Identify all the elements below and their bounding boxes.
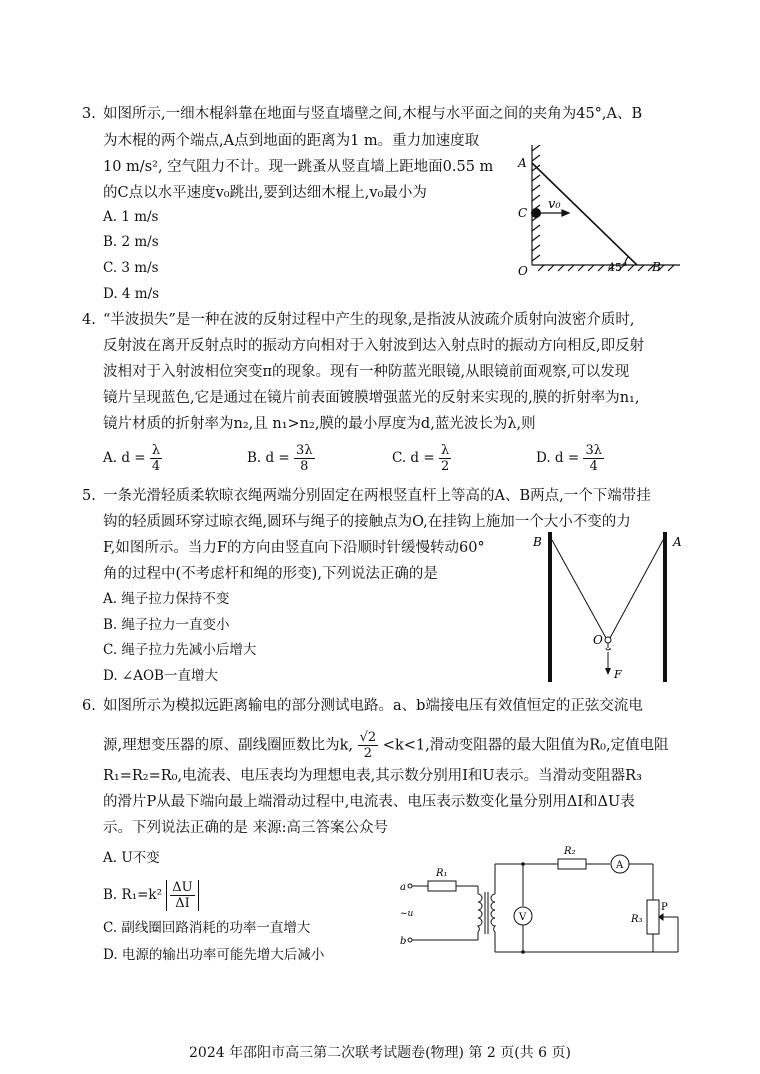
q3-fig-label-c: C xyxy=(518,206,528,220)
q4-option-c xyxy=(392,443,451,474)
q6-line-3: R₁=R₂=R₀,电流表、电压表均为理想电表,其示数分别用I和U表示。当滑动变阻器R₃ xyxy=(103,768,642,784)
q4-option-a xyxy=(103,443,162,474)
q4-option-b-prefix: B. d = xyxy=(247,450,290,466)
q3-fig-velocity: v₀ xyxy=(548,197,561,212)
q4-line-5: 镜片材质的折射率为n₂,且 n₁>n₂,膜的最小厚度为d,蓝光波长为λ,则 xyxy=(103,416,536,432)
q5-line-1: 一条光滑轻质柔软晾衣绳两端分别固定在两根竖直杆上等高的A、B两点,一个下端带挂 xyxy=(103,488,651,504)
q3-line-2: 为木棍的两个端点,A点到地面的距离为1 m。重力加速度取 xyxy=(103,133,480,149)
q3-number: 3. xyxy=(82,106,96,122)
q5-line-4: 角的过程中(不考虑杆和绳的形变),下列说法正确的是 xyxy=(103,566,438,582)
q5-option-d: D. ∠AOB一直增大 xyxy=(103,668,218,684)
q4-option-a-fraction xyxy=(150,443,162,474)
q5-figure-clothesline xyxy=(530,530,690,685)
q5-option-b: B. 绳子拉力一直变小 xyxy=(103,617,230,633)
q6-number: 6. xyxy=(82,698,96,714)
q6-line-2-post: <k<1,滑动变阻器的最大阻值为R₀,定值电阻 xyxy=(382,737,669,754)
q5-fig-label-a: A xyxy=(673,535,682,549)
q4-option-c-fraction xyxy=(439,443,451,474)
q4-number: 4. xyxy=(82,312,96,328)
q4-line-2: 反射波在离开反射点时的振动方向相对于入射波到达入射点时的振动方向相反,即反射 xyxy=(103,338,645,354)
q6-line-5: 示。下列说法正确的是 来源:高三答案公众号 xyxy=(103,820,388,836)
q4-option-b-num: 3λ xyxy=(296,443,313,458)
q6-option-b xyxy=(103,880,199,911)
q5-line-3: F,如图所示。当力F的方向由竖直向下沿顺时针缓慢转动60° xyxy=(103,540,485,556)
q5-fig-label-b: B xyxy=(533,535,542,549)
q4-option-b-fraction xyxy=(294,443,315,474)
q4-line-1: “半波损失”是一种在波的反射过程中产生的现象,是指波从波疏介质射向波密介质时, xyxy=(103,312,635,328)
q4-option-d-fraction xyxy=(583,443,604,474)
q4-option-a-num: λ xyxy=(151,443,161,458)
q3-figure-wall-ladder xyxy=(512,145,687,280)
q6-line-4: 的滑片P从最下端向最上端滑动过程中,电流表、电压表示数变化量分别用ΔI和ΔU表 xyxy=(103,794,635,810)
q6-fig-voltmeter: V xyxy=(519,912,527,923)
q5-line-2: 钩的轻质圆环穿过晾衣绳,圆环与绳子的接触点为O,在挂钩上施加一个大小不变的力 xyxy=(103,514,631,530)
q6-fig-label-r2: R₂ xyxy=(564,846,576,857)
q4-option-d-num: 3λ xyxy=(585,443,602,458)
page-footer: 2024 年邵阳市高三第二次联考试题卷(物理) 第 2 页(共 6 页) xyxy=(189,1045,571,1061)
q6-fig-label-r3: R₃ xyxy=(631,914,643,925)
q6-frac-den: 2 xyxy=(363,746,373,761)
q4-option-c-den: 2 xyxy=(440,459,450,474)
q3-line-1: 如图所示,一细木棍斜靠在地面与竖直墙壁之间,木棍与水平面之间的夹角为45°,A、B xyxy=(103,106,643,122)
q3-line-4: 的C点以水平速度v₀跳出,要到达细木棍上,v₀最小为 xyxy=(103,185,427,201)
q5-option-c: C. 绳子拉力先减小后增大 xyxy=(103,642,257,658)
q3-line-3: 10 m/s², 空气阻力不计。现一跳蚤从竖直墙上距地面0.55 m xyxy=(103,159,494,175)
q3-option-a: A. 1 m/s xyxy=(103,209,159,225)
q3-fig-angle: 45° xyxy=(608,261,628,274)
q4-option-b xyxy=(247,443,315,474)
q6-option-b-fraction xyxy=(170,880,194,911)
q6-option-c: C. 副线圈回路消耗的功率一直增大 xyxy=(103,920,311,936)
q5-option-a: A. 绳子拉力保持不变 xyxy=(103,591,230,607)
q6-line-2-pre: 源,理想变压器的原、副线圈匝数比为k, xyxy=(103,737,354,754)
q6-option-b-pre: B. R₁=k² xyxy=(103,887,162,903)
q3-fig-label-b: B xyxy=(652,260,661,274)
q4-line-3: 波相对于入射波相位突变π的现象。现有一种防蓝光眼镜,从眼镜前面观察,可以发现 xyxy=(103,364,630,380)
q4-option-c-prefix: C. d = xyxy=(392,450,435,466)
q6-line-2 xyxy=(103,730,669,761)
q6-fig-label-u: ~u xyxy=(400,909,414,919)
q6-fig-ammeter: A xyxy=(616,860,624,871)
q3-fig-label-o: O xyxy=(518,264,528,278)
q6-fig-label-r1: R₁ xyxy=(436,868,448,879)
q4-option-d xyxy=(536,443,604,474)
q6-option-b-num: ΔU xyxy=(172,880,193,895)
q4-option-c-num: λ xyxy=(440,443,450,458)
q4-line-4: 镜片呈现蓝色,它是通过在镜片前表面镀膜增强蓝光的反射来实现的,膜的折射率为n₁, xyxy=(103,390,640,406)
q4-option-d-prefix: D. d = xyxy=(536,450,580,466)
q6-fig-label-b: b xyxy=(400,936,407,947)
q4-option-d-den: 4 xyxy=(589,459,598,474)
q4-option-a-den: 4 xyxy=(151,459,161,474)
q6-fig-label-a: a xyxy=(400,882,406,893)
q6-option-b-den: ΔI xyxy=(175,896,190,911)
q3-fig-label-a: A xyxy=(518,156,527,170)
q5-fig-label-f: F xyxy=(614,668,622,681)
q6-line-1: 如图所示为模拟远距离输电的部分测试电路。a、b端接电压有效值恒定的正弦交流电 xyxy=(103,698,643,714)
q4-option-b-den: 8 xyxy=(300,459,309,474)
q3-option-d: D. 4 m/s xyxy=(103,286,160,302)
q6-figure-circuit xyxy=(398,842,698,967)
q6-frac-num: √2 xyxy=(359,730,377,745)
q3-option-c: C. 3 m/s xyxy=(103,260,159,276)
q6-fig-label-p: P xyxy=(661,902,668,913)
q6-sqrt2-over-2 xyxy=(358,730,379,761)
q6-option-a: A. U不变 xyxy=(103,850,160,866)
q4-option-a-prefix: A. d = xyxy=(103,450,146,466)
q5-number: 5. xyxy=(82,488,96,504)
q6-option-b-abs xyxy=(166,880,198,911)
q6-option-d: D. 电源的输出功率可能先增大后减小 xyxy=(103,947,325,963)
q3-option-b: B. 2 m/s xyxy=(103,234,159,250)
q5-fig-label-o: O xyxy=(593,633,603,647)
